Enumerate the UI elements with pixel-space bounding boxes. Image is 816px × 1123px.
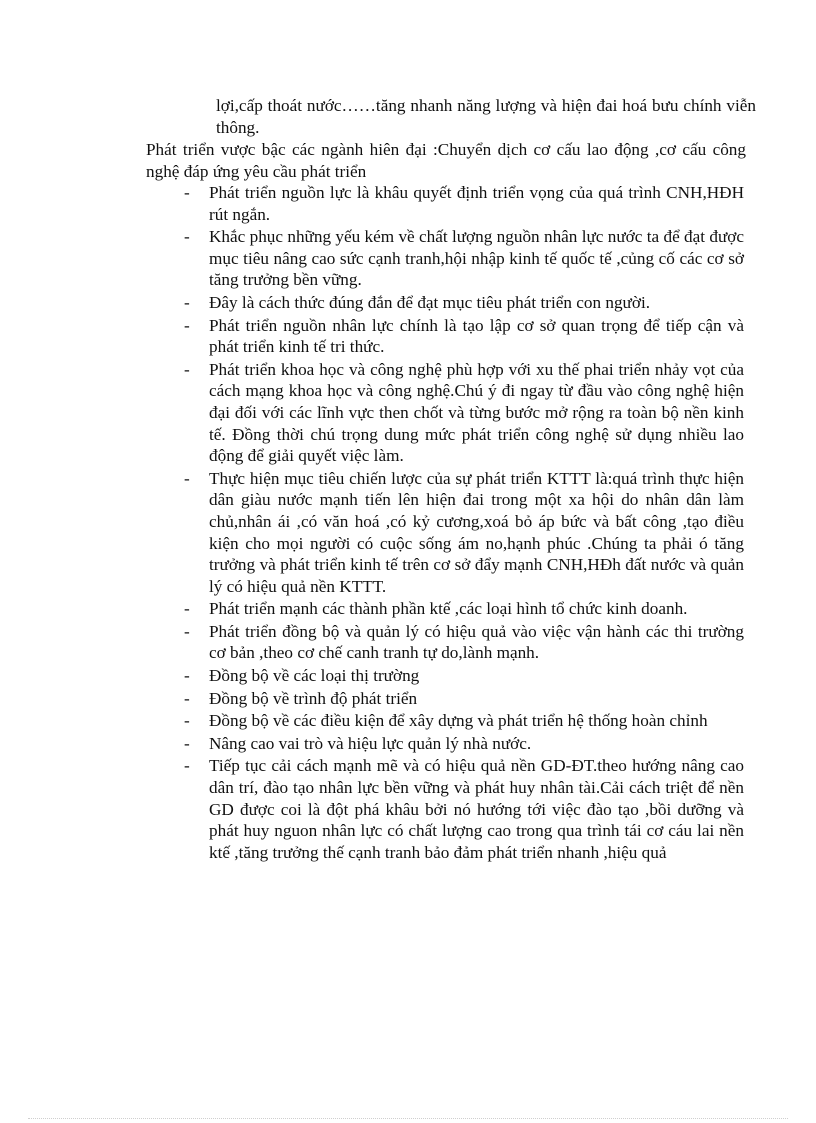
list-item-text: Phát triển mạnh các thành phần ktế ,các loại hình tổ chức kinh doanh. bbox=[209, 599, 688, 619]
bullet-dash: - bbox=[184, 599, 190, 619]
bullet-dash: - bbox=[184, 666, 190, 686]
list-item bbox=[184, 359, 744, 467]
list-item-text: Nâng cao vai trò và hiệu lực quản lý nhà nước. bbox=[209, 733, 532, 753]
bullet-dash: - bbox=[184, 711, 190, 731]
list-item-text: Phát triển đồng bộ và quản lý có hiệu quả vào việc vận hành các thi trường cơ bản ,theo cơ chế canh tranh tự do,lành mạnh. bbox=[209, 621, 744, 663]
list-item-text: Đồng bộ về các điều kiện để xây dựng và phát triển hệ thống hoàn chỉnh bbox=[209, 711, 708, 731]
bullet-dash: - bbox=[184, 183, 190, 202]
list-item bbox=[184, 292, 744, 314]
list-item bbox=[184, 733, 744, 755]
section-paragraph: Phát triển vược bậc các ngành hiên đại :Chuyển dịch cơ cấu lao động ,cơ cấu công nghệ đáp ứng yêu cầu phát triển bbox=[146, 140, 746, 181]
list-item bbox=[184, 665, 744, 687]
bullet-dash: - bbox=[184, 359, 190, 379]
list-item-text: Phát triển nguồn nhân lực chính là tạo lập cơ sở quan trọng để tiếp cận và phát triển kinh tế tri thức. bbox=[209, 315, 744, 357]
bullet-dash: - bbox=[184, 292, 190, 312]
list-item bbox=[184, 598, 744, 620]
list-item-text: Đồng bộ về trình độ phát triển bbox=[209, 688, 418, 708]
list-item-text: Tiếp tục cải cách mạnh mẽ và có hiệu quả nền GD-ĐT.theo hướng nâng cao dân trí, đào tạo nhân lực bền vững và phát huy nhân tài.Cải cách triệt để nền GD được coi là đột phá khâu bởi nó hướng tới việc đào tạo ,bồi dưỡng và phát huy nguon nhân lực có chất lượng cao trong qua trình tái cơ cáu lai nền ktế ,tăng trưởng thế cạnh tranh bảo đảm phát triển nhanh ,hiệu quả bbox=[209, 756, 744, 862]
list-item-text: Khắc phục những yếu kém về chất lượng nguồn nhân lực nước ta để đạt được mục tiêu nâng cao sức cạnh tranh,hội nhập kinh tế quốc tế ,củng cố các cơ sở tăng trưởng bền vững. bbox=[209, 227, 744, 290]
bullet-dash: - bbox=[184, 688, 190, 708]
bullet-dash: - bbox=[184, 468, 190, 488]
list-item-text: Đồng bộ về các loại thị trường bbox=[209, 666, 420, 686]
bullet-dash: - bbox=[184, 756, 190, 776]
list-item bbox=[184, 688, 744, 710]
list-item bbox=[184, 315, 744, 358]
list-item-text: Thực hiện mục tiêu chiến lược của sự phát triển KTTT là:quá trình thực hiện dân giàu nước mạnh tiến lên hiện đai trong một xa hội do nhân dân làm chủ,nhân ái ,có văn hoá ,có kỷ cương,xoá bỏ áp bức và bất công ,tạo điều kiện cho mọi người có cuộc sống ám no,hạnh phúc .Chúng ta phải ó tăng trưởng và phát triển kinh tế trên cơ sở đẩy mạnh CNH,HĐh đất nước và quản lý có hiệu quả nền KTTT. bbox=[209, 468, 744, 596]
bullet-dash: - bbox=[184, 315, 190, 335]
list-item-text: Phát triển nguồn lực là khâu quyết định triển vọng của quá trình CNH,HĐH rút ngắn. bbox=[209, 183, 744, 224]
bullet-dash: - bbox=[184, 621, 190, 641]
list-item-text: Phát triển khoa học và công nghệ phù hợp với xu thế phai triển nhảy vọt của cách mạng khoa học và công nghệ.Chú ý đi ngay từ đầu vào công nghệ hiện đại đối với các lĩnh vực then chốt và từng bước mở rộng ra toàn bộ nền kinh tế. Đồng thời chú trọng dung mức phát triển công nghệ sử dụng nhiều lao động để giải quyết việc làm. bbox=[209, 359, 744, 466]
bullet-dash: - bbox=[184, 227, 190, 247]
page-bottom-divider bbox=[28, 1118, 788, 1119]
list-item-text: Đây là cách thức đúng đắn để đạt mục tiêu phát triển con người. bbox=[209, 292, 651, 312]
list-item bbox=[184, 182, 744, 225]
list-item bbox=[184, 226, 744, 291]
continuation-text: lợi,cấp thoát nước……tăng nhanh năng lượng và hiện đai hoá bưu chính viễn thông. bbox=[216, 96, 756, 137]
list-item bbox=[184, 710, 744, 732]
list-item bbox=[184, 621, 744, 664]
bullet-dash: - bbox=[184, 733, 190, 753]
bullet-list bbox=[184, 182, 744, 864]
list-item bbox=[184, 468, 744, 598]
list-item bbox=[184, 755, 744, 863]
